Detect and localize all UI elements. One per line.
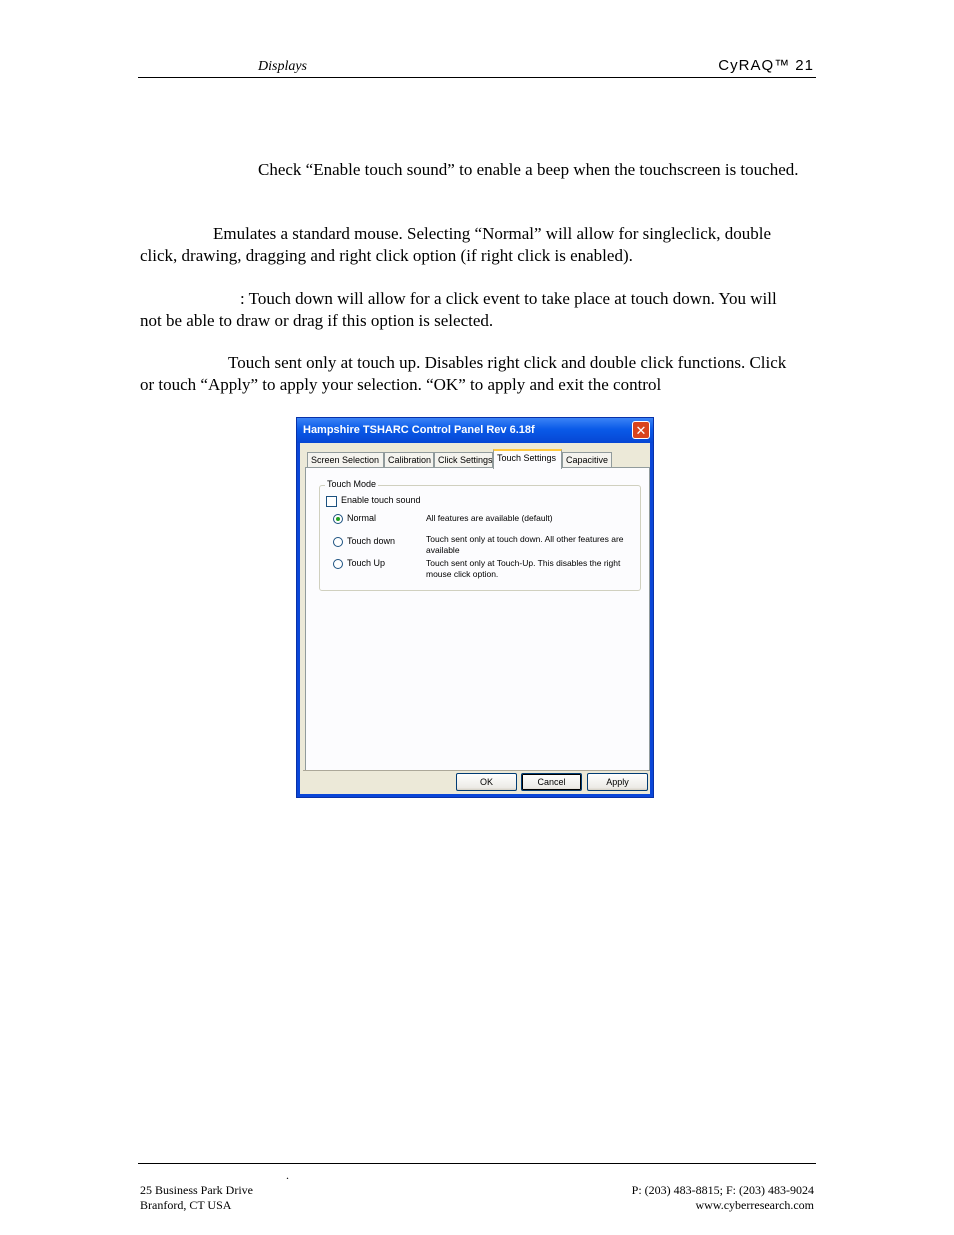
cancel-button[interactable]: Cancel bbox=[521, 773, 582, 791]
paragraph-text: Emulates a standard mouse. Selecting “Normal” will allow for singleclick, double click, drawing, dragging and right click option (if right click is enabled). bbox=[140, 224, 772, 265]
touch-mode-group bbox=[319, 479, 641, 591]
apply-button[interactable]: Apply bbox=[587, 773, 648, 791]
tab-capacitive[interactable]: Capacitive bbox=[562, 452, 612, 468]
touch-settings-panel bbox=[305, 467, 650, 771]
radio-touch-up-label: Touch Up bbox=[347, 558, 386, 568]
footer-rule bbox=[138, 1163, 816, 1164]
normal-description: All features are available (default) bbox=[426, 513, 553, 523]
radio-touch-up[interactable] bbox=[333, 559, 343, 569]
footer-address-line1: 25 Business Park Drive bbox=[140, 1183, 253, 1197]
footer-dot: . bbox=[286, 1168, 289, 1182]
enable-sound-label: Enable touch sound bbox=[341, 495, 421, 505]
dialog-title: Hampshire TSHARC Control Panel Rev 6.18f bbox=[303, 424, 535, 436]
radio-touch-down[interactable] bbox=[333, 537, 343, 547]
tab-screen-selection[interactable]: Screen Selection bbox=[307, 452, 384, 468]
paragraph-touch-sound bbox=[140, 159, 800, 181]
tab-click-settings[interactable]: Click Settings bbox=[434, 452, 493, 468]
paragraph-normal bbox=[140, 223, 800, 266]
footer-website[interactable]: www.cyberresearch.com bbox=[695, 1198, 814, 1212]
footer-address bbox=[140, 1183, 253, 1213]
tab-calibration[interactable]: Calibration bbox=[384, 452, 434, 468]
control-panel-dialog bbox=[296, 417, 654, 798]
paragraph-text: : Touch down will allow for a click event to take place at touch down. You will not be able to draw or drag if this option is selected. bbox=[140, 289, 777, 330]
header-rule bbox=[138, 77, 816, 78]
paragraph-text: Check “Enable touch sound” to enable a beep when the touchscreen is touched. bbox=[258, 160, 799, 179]
radio-touch-down-label: Touch down bbox=[347, 536, 396, 546]
footer-phone: P: (203) 483-8815; F: (203) 483-9024 bbox=[631, 1183, 814, 1197]
tab-touch-settings[interactable]: Touch Settings bbox=[493, 449, 562, 469]
radio-normal-label: Normal bbox=[347, 513, 377, 523]
touch-down-description: Touch sent only at touch down. All other features are available bbox=[426, 534, 624, 555]
group-label: Touch Mode bbox=[327, 479, 377, 489]
button-separator bbox=[303, 770, 647, 771]
close-icon[interactable]: ✕ bbox=[632, 421, 650, 439]
radio-normal[interactable] bbox=[333, 514, 343, 524]
paragraph-touch-down bbox=[140, 288, 800, 331]
ok-button[interactable]: OK bbox=[456, 773, 517, 791]
enable-sound-checkbox[interactable] bbox=[326, 496, 337, 507]
paragraph-touch-up bbox=[140, 352, 800, 395]
page-header-section: Displays bbox=[258, 59, 307, 74]
footer-contact bbox=[632, 1183, 814, 1213]
page-header-product: CyRAQ™ 21 bbox=[718, 57, 814, 74]
dialog-titlebar[interactable] bbox=[297, 418, 653, 443]
dialog-client bbox=[300, 443, 650, 794]
paragraph-text: Touch sent only at touch up. Disables right click and double click functions. Click or touch “Apply” to apply your selection. “OK” to apply and exit the control bbox=[140, 353, 787, 394]
footer-address-line2: Branford, CT USA bbox=[140, 1198, 232, 1212]
touch-up-description: Touch sent only at Touch-Up. This disables the right mouse click option. bbox=[426, 558, 621, 579]
